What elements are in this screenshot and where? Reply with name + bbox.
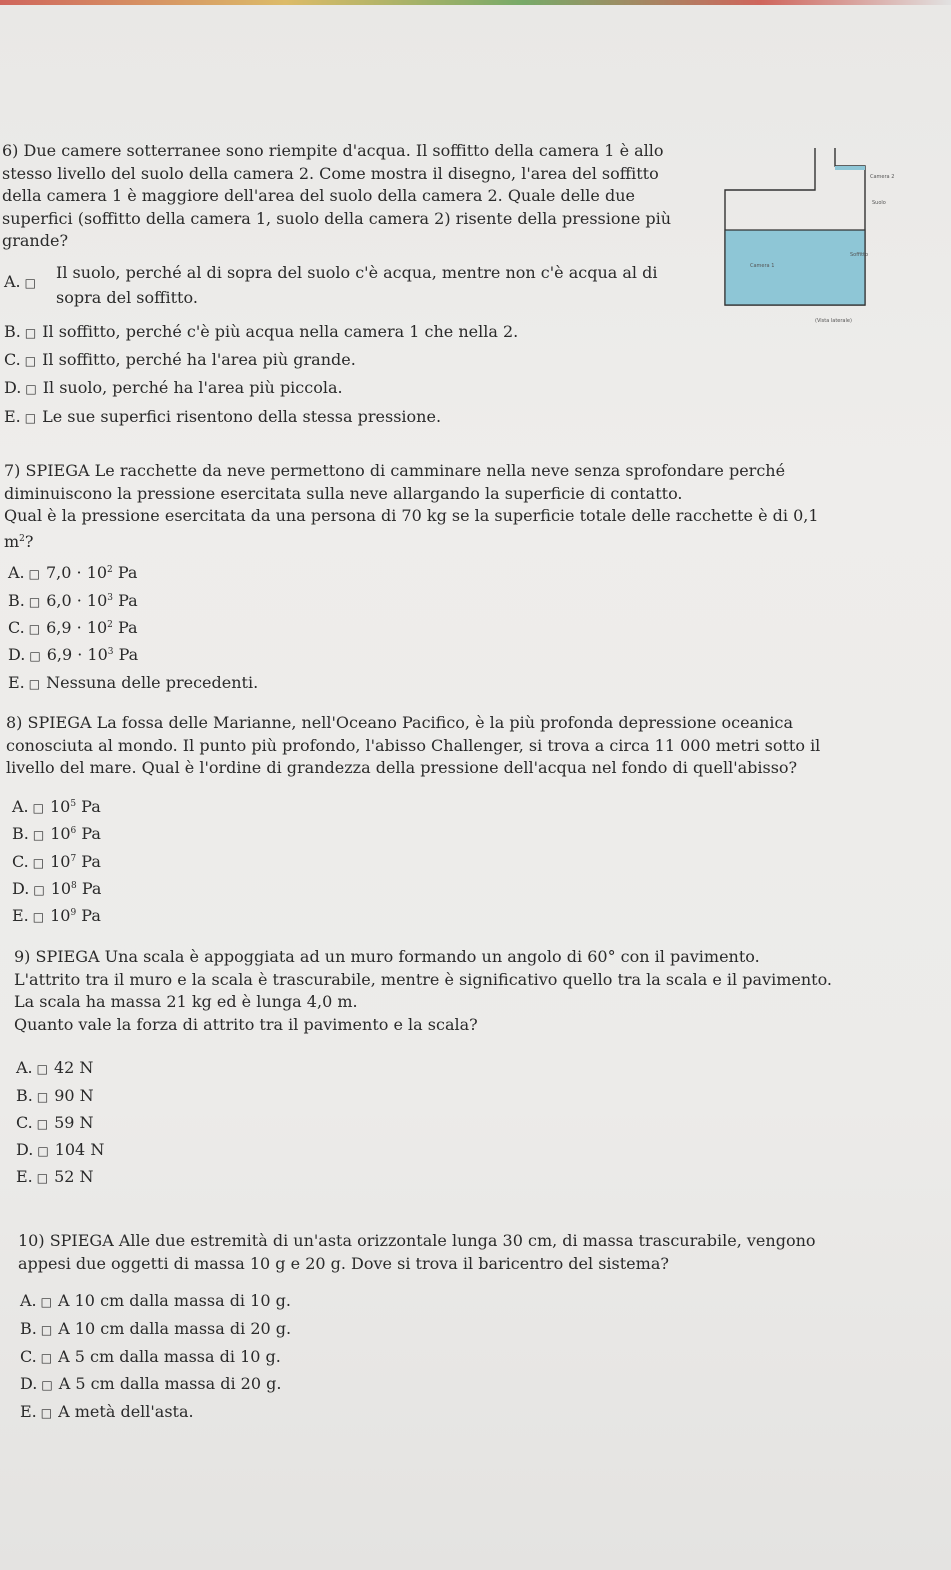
- label-soffitto: Soffitto: [850, 252, 869, 258]
- checkbox-icon[interactable]: □: [33, 883, 45, 897]
- q9-option-b[interactable]: B. □ 90 N: [16, 1086, 94, 1105]
- q7-line: Qual è la pressione esercitata da una persona di 70 kg se la superficie totale delle racchette è di 0,1: [4, 506, 819, 525]
- checkbox-icon[interactable]: □: [24, 411, 37, 425]
- q10-line: 10) SPIEGA Alle due estremità di un'asta orizzontale lunga 30 cm, di massa trascurabile, vengono: [18, 1231, 816, 1250]
- q8-option-d[interactable]: D. □ $10^8$ Pa: [12, 879, 102, 898]
- checkbox-icon[interactable]: □: [36, 1117, 49, 1131]
- checkbox-icon[interactable]: □: [40, 1323, 53, 1337]
- camera-2-water: [835, 166, 865, 170]
- q9-line: L'attrito tra il muro e la scala è trascurabile, mentre è significativo quello tra la scala e il pavimento.: [14, 969, 832, 989]
- q8-option-e[interactable]: E. □ $10^9$ Pa: [12, 906, 101, 925]
- top-color-strip: [0, 0, 951, 5]
- q9-line-1: 9) SPIEGA Una scala è appoggiata ad un muro formando un angolo di 60° con il pavimento.: [14, 947, 760, 966]
- question-6-text: [2, 140, 671, 253]
- checkbox-icon[interactable]: □: [29, 649, 41, 663]
- q9-line: Quanto vale la forza di attrito tra il pavimento e la scala?: [14, 1014, 478, 1034]
- q10-option-a[interactable]: A. □ A 10 cm dalla massa di 10 g.: [20, 1291, 291, 1310]
- q8-option-b[interactable]: B. □ $10^6$ Pa: [12, 824, 101, 843]
- q10-option-e[interactable]: E. □ A metà dell'asta.: [20, 1402, 194, 1421]
- q7-option-a[interactable]: A. □ $7,0 \cdot 10^2$ Pa: [8, 563, 138, 582]
- q6-line: grande?: [2, 231, 69, 250]
- q6-line: della camera 1 è maggiore dell'area del suolo della camera 2. Quale delle due: [2, 186, 635, 205]
- q7-option-c[interactable]: C. □ $6,9 \cdot 10^2$ Pa: [8, 618, 138, 637]
- q7-option-e[interactable]: E. □ Nessuna delle precedenti.: [8, 673, 259, 692]
- question-9-text: [14, 946, 832, 1036]
- q7-line: 7) SPIEGA Le racchette da neve permettono di camminare nella neve senza sprofondare perché: [4, 461, 786, 480]
- checkbox-icon[interactable]: □: [40, 1406, 53, 1420]
- label-camera-2: Camera 2: [870, 174, 895, 180]
- q6-option-c[interactable]: C. □ Il soffitto, perché ha l'area più grande.: [4, 350, 356, 369]
- chambers-diagram: [720, 140, 945, 335]
- checkbox-icon[interactable]: □: [41, 1378, 53, 1392]
- question-10-text: [18, 1230, 816, 1275]
- q7-unit-line: $m^2$?: [4, 531, 34, 551]
- checkbox-icon[interactable]: □: [40, 1295, 52, 1309]
- q6-line: stesso livello del suolo della camera 2. Come mostra il disegno, l'area del soffitto: [2, 163, 659, 183]
- q7-option-d[interactable]: D. □ $6,9 \cdot 10^3$ Pa: [8, 645, 139, 664]
- checkbox-icon[interactable]: □: [36, 1171, 49, 1185]
- q10-option-c[interactable]: C. □ A 5 cm dalla massa di 10 g.: [20, 1347, 281, 1366]
- q10-line: appesi due oggetti di massa 10 g e 20 g. Dove si trova il baricentro del sistema?: [18, 1253, 669, 1273]
- checkbox-icon[interactable]: □: [28, 622, 41, 636]
- checkbox-icon[interactable]: □: [36, 1090, 49, 1104]
- label-suolo: Suolo: [872, 200, 886, 206]
- checkbox-icon[interactable]: □: [28, 677, 41, 691]
- q8-line: 8) SPIEGA La fossa delle Marianne, nell'Oceano Pacifico, è la più profonda depressione oceanica: [6, 713, 794, 732]
- q9-option-c[interactable]: C. □ 59 N: [16, 1113, 94, 1132]
- q8-option-c[interactable]: C. □ $10^7$ Pa: [12, 852, 101, 871]
- q9-option-a[interactable]: A. □ 42 N: [16, 1058, 94, 1077]
- question-8-text: [6, 712, 820, 780]
- label-camera-1: Camera 1: [750, 263, 775, 269]
- q6-line: 6) Due camere sotterranee sono riempite d'acqua. Il soffitto della camera 1 è allo: [2, 141, 664, 160]
- checkbox-icon[interactable]: □: [28, 567, 40, 581]
- checkbox-icon[interactable]: □: [28, 595, 41, 609]
- checkbox-icon[interactable]: □: [24, 326, 37, 340]
- label-vista: (Vista laterale): [815, 318, 852, 324]
- checkbox-icon[interactable]: □: [24, 276, 36, 290]
- q6-option-e[interactable]: E. □ Le sue superfici risentono della stessa pressione.: [4, 407, 442, 426]
- q8-option-a[interactable]: A. □ $10^5$ Pa: [12, 797, 101, 816]
- q8-line: conosciuta al mondo. Il punto più profondo, l'abisso Challenger, si trova a circa 11 000 metri sotto il: [6, 735, 821, 755]
- camera-1-water: [725, 230, 865, 305]
- q10-option-b[interactable]: B. □ A 10 cm dalla massa di 20 g.: [20, 1319, 292, 1338]
- checkbox-icon[interactable]: □: [24, 354, 37, 368]
- q6-option-a-text-1: Il suolo, perché al di sopra del suolo c'è acqua, mentre non c'è acqua al di: [56, 263, 658, 282]
- q6-option-d[interactable]: D. □ Il suolo, perché ha l'area più piccola.: [4, 378, 343, 397]
- checkbox-icon[interactable]: □: [37, 1144, 49, 1158]
- q8-line: livello del mare. Qual è l'ordine di grandezza della pressione dell'acqua nel fondo di quell'abisso?: [6, 758, 798, 777]
- q9-option-e[interactable]: E. □ 52 N: [16, 1167, 94, 1186]
- q7-option-b[interactable]: B. □ $6,0 \cdot 10^3$ Pa: [8, 591, 138, 610]
- checkbox-icon[interactable]: □: [25, 382, 37, 396]
- checkbox-icon[interactable]: □: [32, 801, 44, 815]
- checkbox-icon[interactable]: □: [32, 828, 45, 842]
- checkbox-icon[interactable]: □: [36, 1062, 48, 1076]
- q7-line: diminuiscono la pressione esercitata sulla neve allargando la superficie di contatto.: [4, 483, 683, 503]
- q6-option-a-text-2: sopra del soffitto.: [56, 288, 198, 307]
- q6-option-a[interactable]: A. □: [4, 272, 36, 291]
- q9-option-d[interactable]: D. □ 104 N: [16, 1140, 105, 1159]
- q6-option-b[interactable]: B. □ Il soffitto, perché c'è più acqua nella camera 1 che nella 2.: [4, 322, 519, 341]
- checkbox-icon[interactable]: □: [32, 856, 45, 870]
- question-7-text: [4, 460, 819, 553]
- checkbox-icon[interactable]: □: [40, 1351, 53, 1365]
- q9-line: La scala ha massa 21 kg ed è lunga 4,0 m.: [14, 992, 358, 1011]
- checkbox-icon[interactable]: □: [32, 910, 45, 924]
- q6-line: superfici (soffitto della camera 1, suolo della camera 2) risente della pressione più: [2, 208, 672, 228]
- q10-option-d[interactable]: D. □ A 5 cm dalla massa di 20 g.: [20, 1374, 282, 1393]
